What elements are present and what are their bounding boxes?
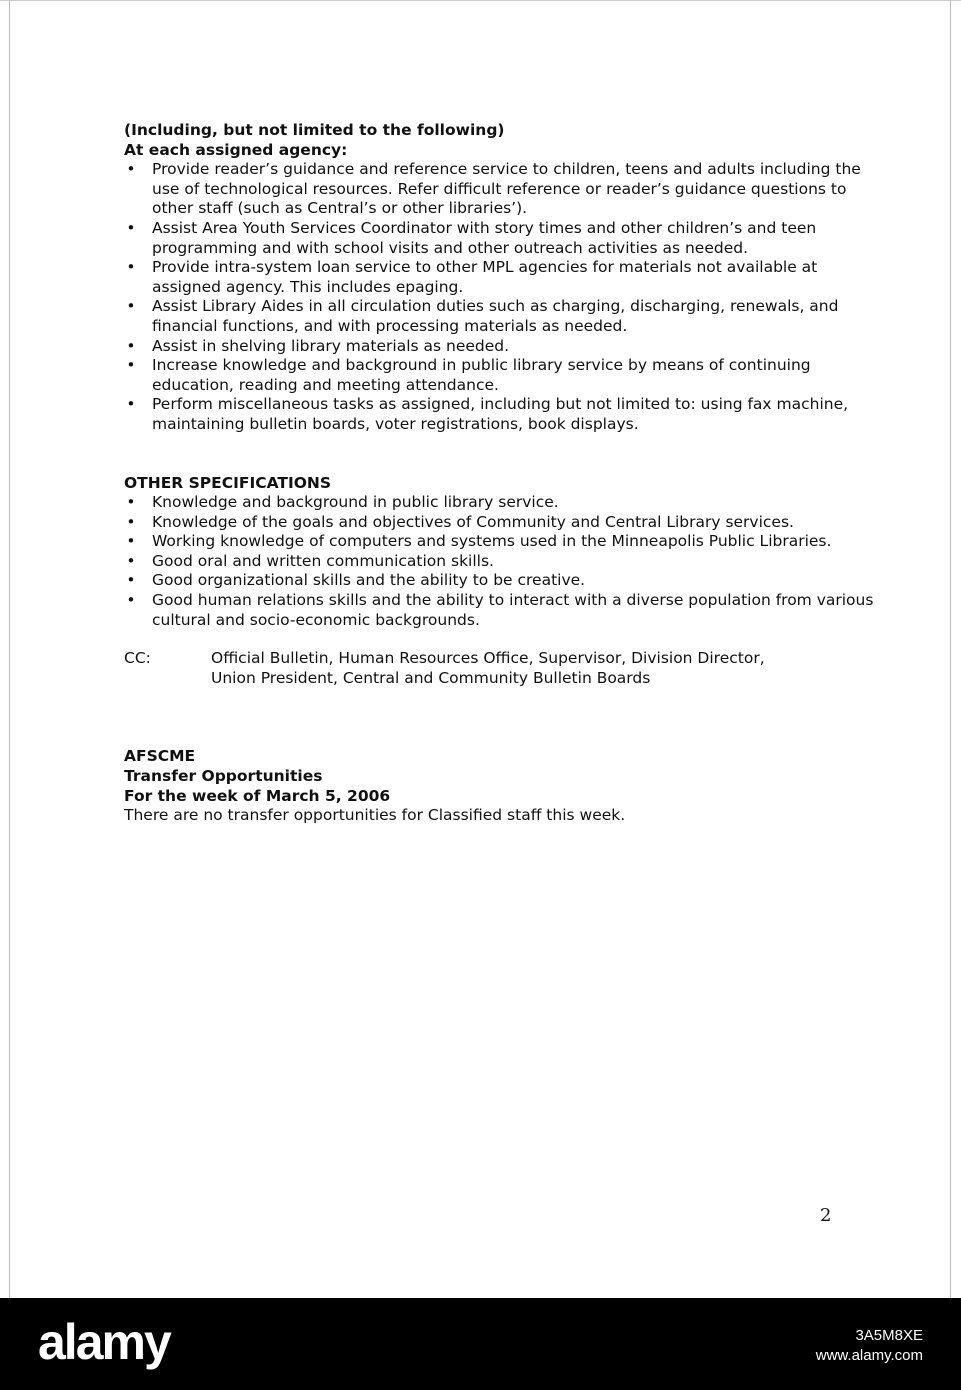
watermark-logo: alamy <box>38 1314 170 1370</box>
cc-line-2: Union President, Central and Community Bulletin Boards <box>211 668 651 687</box>
list-item: • Knowledge of the goals and objectives of Community and Central Library services. <box>126 512 794 531</box>
cc-label: CC: <box>124 649 151 668</box>
week-title: For the week of March 5, 2006 <box>124 786 391 805</box>
watermark-banner <box>0 1298 961 1390</box>
list-item: • Provide reader’s guidance and reference service to children, teens and adults including the use of technological resources. Refer difficult reference or reader’s guidance questions to other staff (such as Central’s or other libraries’). <box>126 160 861 218</box>
bullet-icon: • <box>126 591 136 610</box>
duties-list <box>124 160 884 434</box>
list-item: • Assist Library Aides in all circulation duties such as charging, discharging, renewals, and financial functions, and with processing materials as needed. <box>126 297 839 335</box>
watermark-info <box>816 1326 923 1366</box>
list-item: • Provide intra-system loan service to other MPL agencies for materials not available at assigned agency. This includes epaging. <box>126 258 818 296</box>
bullet-icon: • <box>126 218 136 237</box>
list-item: • Working knowledge of computers and systems used in the Minneapolis Public Libraries. <box>126 532 832 551</box>
list-item: • Perform miscellaneous tasks as assigned, including but not limited to: using fax machine, maintaining bulletin boards, voter registrations, book displays. <box>126 395 849 433</box>
right-scan-edge <box>950 0 951 1298</box>
afscme-title: AFSCME <box>124 747 196 766</box>
bullet-icon: • <box>126 532 136 551</box>
document-body <box>124 121 884 826</box>
bullet-icon: • <box>126 336 136 355</box>
list-item: • Good oral and written communication skills. <box>126 551 494 570</box>
cc-line-1: Official Bulletin, Human Resources Office, Supervisor, Division Director, <box>211 649 765 668</box>
transfer-title: Transfer Opportunities <box>124 767 323 786</box>
bullet-icon: • <box>126 160 136 179</box>
other-specifications-list <box>124 493 884 630</box>
watermark-site: www.alamy.com <box>815 1347 923 1364</box>
bullet-icon: • <box>126 356 136 375</box>
list-item: • Increase knowledge and background in public library service by means of continuing education, reading and meeting attendance. <box>126 356 811 394</box>
top-rule <box>0 0 961 4</box>
bullet-icon: • <box>126 395 136 414</box>
bullet-icon: • <box>126 493 136 512</box>
bullet-icon: • <box>126 571 136 590</box>
left-scan-edge <box>9 0 10 1298</box>
cc-block <box>124 649 884 688</box>
other-specifications-heading: OTHER SPECIFICATIONS <box>124 473 332 492</box>
list-item: • Good organizational skills and the ability to be creative. <box>126 571 586 590</box>
cc-recipients <box>211 649 765 688</box>
bullet-icon: • <box>126 551 136 570</box>
watermark-image-id: 3A5M8XE <box>855 1327 923 1344</box>
agency-heading: At each assigned agency: <box>124 140 348 159</box>
list-item: • Assist in shelving library materials as needed. <box>126 336 510 355</box>
bullet-icon: • <box>126 297 136 316</box>
bullet-icon: • <box>126 258 136 277</box>
list-item: • Good human relations skills and the ability to interact with a diverse population from various cultural and socio-economic backgrounds. <box>126 591 874 629</box>
bullet-icon: • <box>126 512 136 531</box>
list-item: • Assist Area Youth Services Coordinator with story times and other children’s and teen programming and with school visits and other outreach activities as needed. <box>126 218 817 257</box>
page-number: 2 <box>820 1205 832 1226</box>
transfer-note: There are no transfer opportunities for Classified staff this week. <box>124 806 626 825</box>
duties-heading: (Including, but not limited to the following) <box>124 121 505 139</box>
list-item: • Knowledge and background in public library service. <box>126 493 559 512</box>
